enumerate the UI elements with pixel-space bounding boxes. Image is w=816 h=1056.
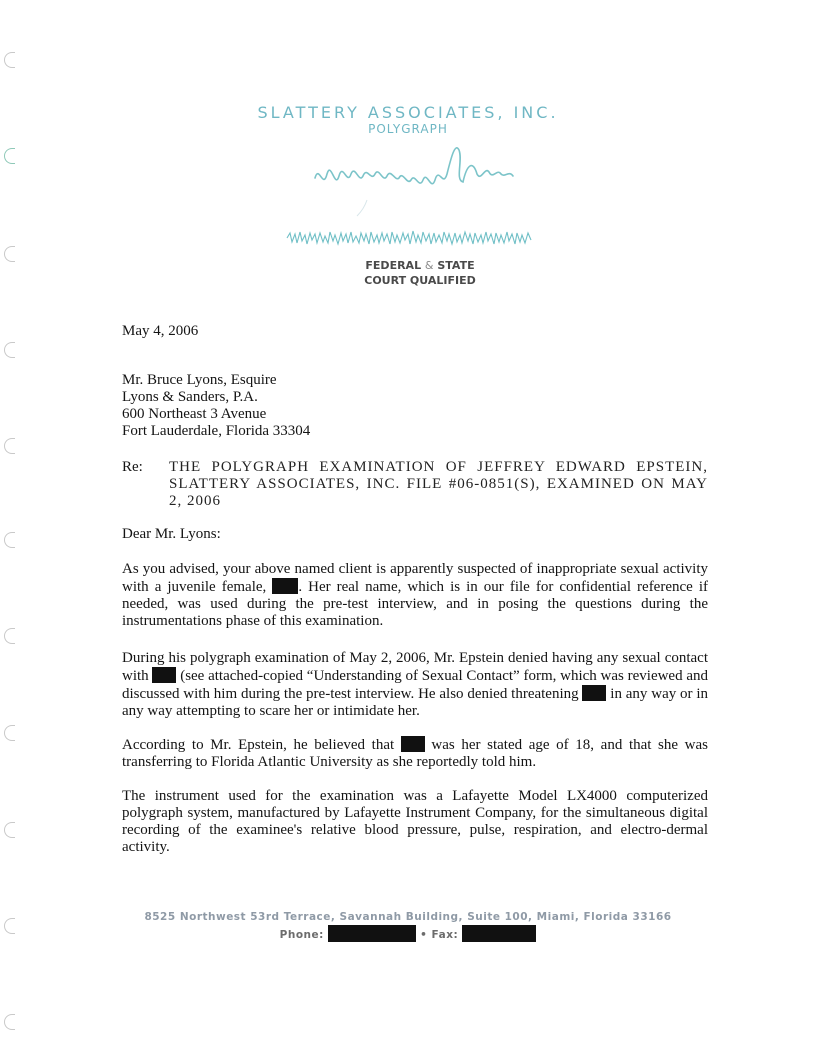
redaction-box <box>582 685 606 701</box>
redaction-box <box>462 925 536 942</box>
redaction-box <box>272 578 298 594</box>
qualification-federal: FEDERAL <box>365 259 422 272</box>
paragraph-text: . Her real name, which is in our file for confidential reference if needed, was used during the pre-test interview, and in posing the questions during the instrumentations phase of this examination. <box>122 579 709 629</box>
binder-hole <box>4 342 15 358</box>
re-subject: THE POLYGRAPH EXAMINATION OF JEFFREY EDWARD EPSTEIN, SLATTERY ASSOCIATES, INC. FILE #06-0851(S), EXAMINED ON MAY 2, 2006 <box>169 459 708 509</box>
footer-fax-label: Fax: <box>431 929 459 941</box>
paragraph-text: During his polygraph examination of May 2, 2006, Mr. Epstein denied having any sexual contact with <box>122 650 708 684</box>
company-tagline: POLYGRAPH <box>368 122 448 136</box>
recipient-firm: Lyons & Sanders, P.A. <box>122 389 258 405</box>
paragraph-text: According to Mr. Epstein, he believed that <box>122 737 395 753</box>
letterhead-footer <box>0 910 816 943</box>
footer-phone-label: Phone: <box>279 929 324 941</box>
salutation: Dear Mr. Lyons: <box>122 526 221 542</box>
footer-address: 8525 Northwest 53rd Terrace, Savannah Building, Suite 100, Miami, Florida 33166 <box>144 911 672 923</box>
company-name: SLATTERY ASSOCIATES, INC. <box>257 103 559 122</box>
binder-hole <box>4 628 15 644</box>
paragraph-text: As you advised, your above named client is apparently suspected of inappropriate sexual activity with a juvenile female, <box>122 561 708 595</box>
binder-hole <box>4 822 15 838</box>
recipient-name: Mr. Bruce Lyons, Esquire <box>122 372 277 388</box>
recipient-street: 600 Northeast 3 Avenue <box>122 406 267 422</box>
footer-separator: • <box>420 929 428 941</box>
redaction-box <box>152 667 176 683</box>
paragraph-stated-age <box>122 736 708 771</box>
binder-hole <box>4 532 15 548</box>
recipient-address <box>122 372 708 440</box>
binder-hole <box>4 52 15 68</box>
binder-hole <box>4 148 15 164</box>
binder-hole <box>4 725 15 741</box>
binder-hole <box>4 1014 15 1030</box>
paragraph-text: was her stated age of 18, and that she was transferring to Florida Atlantic University as she reportedly told him. <box>122 737 709 770</box>
binder-hole <box>4 438 15 454</box>
court-qualified-badge <box>360 258 480 288</box>
paragraph-text: (see attached-copied “Understanding of Sexual Contact” form, which was reviewed and discussed with him during the pre-test interview. He also denied threatening <box>122 668 709 702</box>
polygraph-chart-strip <box>285 228 535 248</box>
recipient-city: Fort Lauderdale, Florida 33304 <box>122 423 311 439</box>
re-label: Re: <box>122 459 143 475</box>
qualification-court: COURT QUALIFIED <box>364 274 476 287</box>
qualification-ampersand: & <box>424 259 434 272</box>
polygraph-wave-logo <box>305 140 525 230</box>
redaction-box <box>401 736 425 752</box>
paragraph-text: in any way or in any way attempting to scare her or intimidate her. <box>122 686 709 719</box>
binder-hole <box>4 246 15 262</box>
letter-date: May 4, 2006 <box>122 323 199 339</box>
footer-contact <box>0 925 816 943</box>
redaction-box <box>328 925 416 942</box>
paragraph-instrument: The instrument used for the examination was a Lafayette Model LX4000 computerized polygraph system, manufactured by Lafayette Instrument Company, for the simultaneous digital recording of the examinee's relative blood pressure, pulse, respiration, and electro-dermal activity. <box>122 788 708 855</box>
paragraph-denial <box>122 650 708 720</box>
paragraph-allegation <box>122 561 708 630</box>
qualification-state: STATE <box>437 259 475 272</box>
